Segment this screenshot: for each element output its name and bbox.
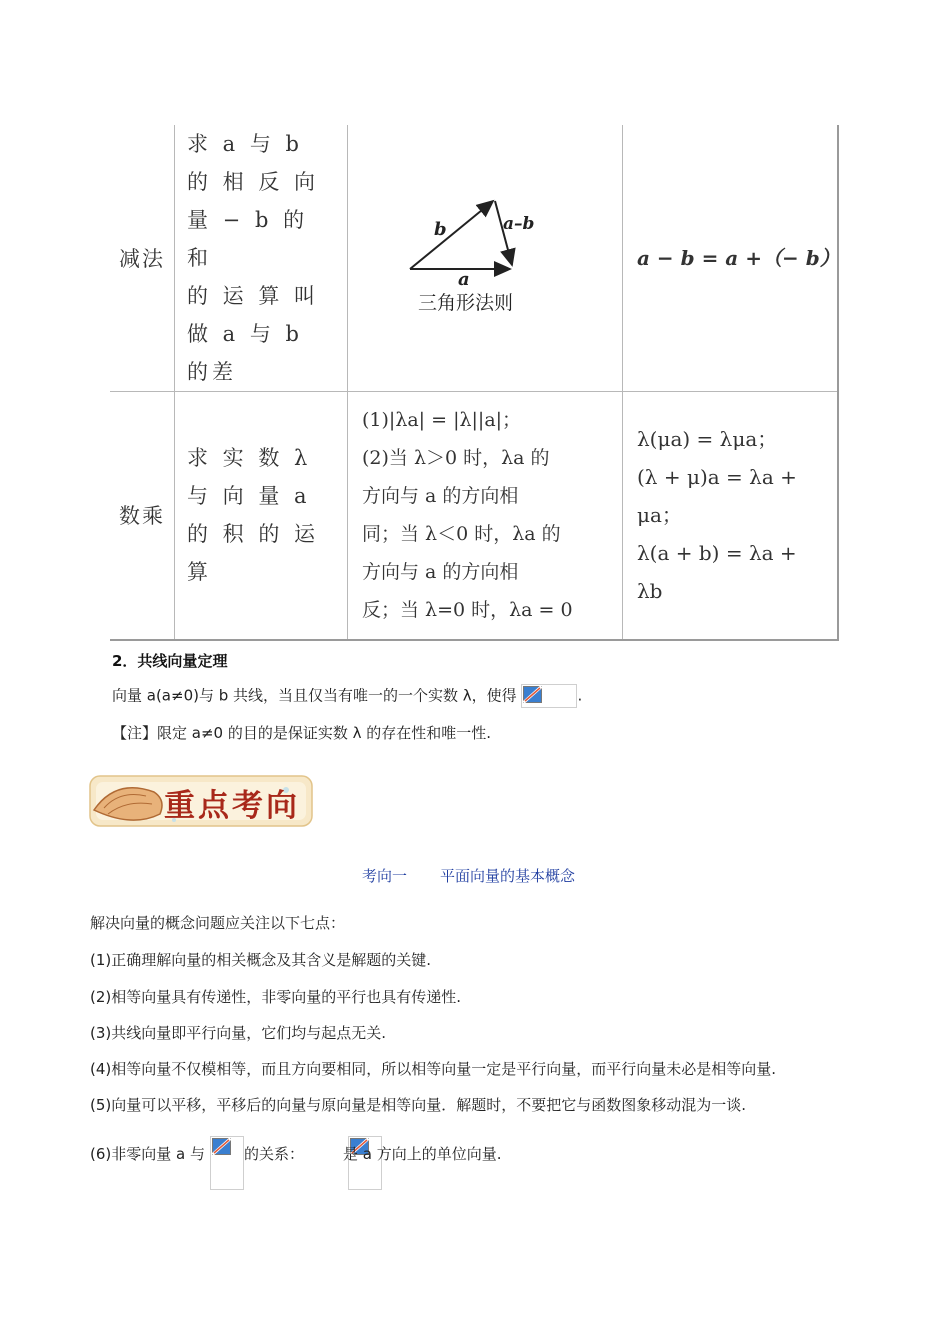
list-item: (3)共线向量即平行向量，它们均与起点无关.: [90, 1024, 387, 1042]
list-item-6-middle: 的关系：: [244, 1145, 305, 1163]
subtraction-law: a − b = a +（− b）: [623, 125, 839, 392]
banner-title: 重点考向: [164, 788, 300, 824]
note-line: 【注】限定 a≠0 的目的是保证实数 λ 的存在性和唯一性.: [112, 724, 492, 742]
vector-b-arrow: [410, 201, 493, 269]
list-item-6-start: (6)非零向量 a 与: [90, 1145, 205, 1163]
list-item-6-end: 是 a 方向上的单位向量.: [343, 1145, 502, 1163]
topic-title: 平面向量的基本概念: [440, 867, 576, 885]
scalar-laws: λ(μa) = λμa； (λ + μ)a = λa + μa； λ(a + b) = λa + λb: [623, 392, 839, 640]
row-name-scalar-multiplication: 数乘: [110, 392, 175, 640]
theorem-line: 向量 a(a≠0)与 b 共线，当且仅当有唯一的一个实数 λ，使得 .: [112, 684, 582, 708]
list-item: (5)向量可以平移，平移后的向量与原向量是相等向量．解题时，不要把它与函数图象移动混为一谈.: [90, 1096, 747, 1114]
intro-text: 解决向量的概念问题应关注以下七点：: [90, 914, 346, 932]
scalar-definition: 求 实 数 λ 与 向 量 a 的 积 的 运 算: [175, 392, 348, 640]
label-a: a: [458, 269, 470, 290]
label-b: b: [434, 219, 447, 240]
vector-operations-table: [110, 125, 839, 641]
label-a-minus-b: a–b: [503, 214, 535, 234]
triangle-diagram: [348, 131, 596, 381]
triangle-rule-figure: [348, 125, 623, 392]
formula-image-icon: [210, 1136, 244, 1190]
topic-number: 考向一: [362, 867, 408, 885]
row-name-subtraction: 减法: [110, 125, 175, 392]
subtraction-definition: 求 a 与 b 的 相 反 向 量 − b 的 和 的 运 算 叫 做 a 与 b 的差: [175, 125, 348, 392]
scalar-rules: (1)|λa| = |λ||a|； (2)当 λ＞0 时，λa 的 方向与 a 的方向相 同；当 λ＜0 时，λa 的 方向与 a 的方向相 反；当 λ=0 时，λa = 0: [348, 392, 623, 640]
formula-image-icon: [521, 684, 577, 708]
figure-caption: 三角形法则: [418, 292, 514, 314]
list-item: (1)正确理解向量的相关概念及其含义是解题的关键.: [90, 951, 432, 969]
list-item: (2)相等向量具有传递性，非零向量的平行也具有传递性.: [90, 988, 462, 1006]
list-item: (4)相等向量不仅模相等，而且方向要相同，所以相等向量一定是平行向量，而平行向量未必是相等向量.: [90, 1060, 777, 1078]
section-title: 2．共线向量定理: [112, 652, 228, 670]
key-points-banner: [86, 770, 314, 832]
